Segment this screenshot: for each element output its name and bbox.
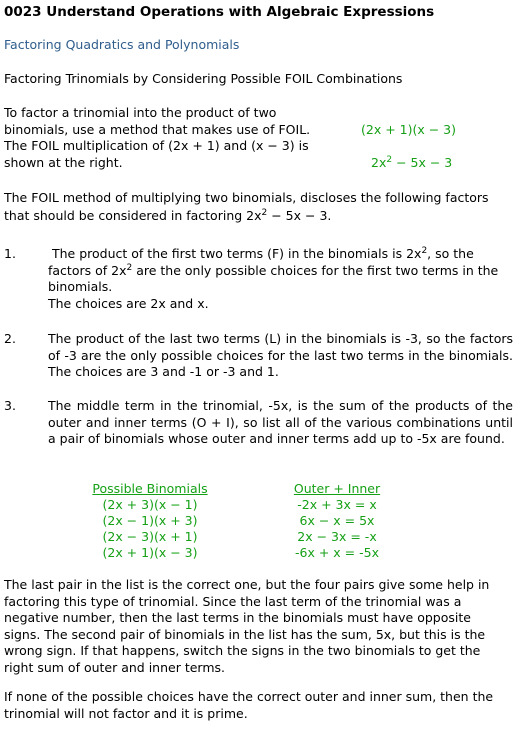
- list-item: 2x − 3x = -x: [297, 529, 377, 544]
- example-result: $2x^2 - 5x - 3$: [371, 155, 453, 170]
- outer-inner-column: [282, 481, 392, 561]
- example-product: (2x + 1)(x − 3): [361, 122, 457, 137]
- foil-paragraph: The FOIL method of multiplying two binomials, discloses the following factors that should be considered in factoring $2x^2 - 5x - 3$.: [4, 190, 489, 223]
- list-item: -6x + x = -5x: [295, 545, 379, 560]
- list-item: (2x + 1)(x − 3): [102, 545, 198, 560]
- column-header: Possible Binomials: [92, 481, 208, 496]
- step-2-text: The product of the last two terms (L) in the binomials is -3, so the factors of -3 are the only possible choices for the last two terms in the binomials. The choices are 3 and -1 or -3 and 1.: [48, 331, 513, 379]
- possible-binomials-column: [80, 481, 220, 561]
- list-item: -2x + 3x = x: [297, 497, 377, 512]
- step-number: 3.: [4, 398, 16, 413]
- section-title: Factoring Trinomials by Considering Possible FOIL Combinations: [4, 71, 403, 86]
- page-title: 0023 Understand Operations with Algebraic Expressions: [4, 4, 435, 20]
- intro-paragraph: To factor a trinomial into the product of two binomials, use a method that makes use of FOIL. The FOIL multiplication of (2x + 1) and (x − 3) is shown at the right.: [4, 105, 311, 170]
- step-number: 1.: [4, 246, 16, 261]
- subtitle: Factoring Quadratics and Polynomials: [4, 37, 240, 52]
- list-item: (2x − 1)(x + 3): [102, 513, 198, 528]
- list-item: (2x − 3)(x + 1): [102, 529, 198, 544]
- column-header: Outer + Inner: [293, 481, 381, 496]
- closing-paragraph: If none of the possible choices have the correct outer and inner sum, then the trinomial will not factor and it is prime.: [4, 689, 494, 721]
- list-item: (2x + 3)(x − 1): [102, 497, 198, 512]
- step-1-text: The product of the first two terms (F) in the binomials is $2x^2$, so the factors of $2x^2$ are the only possible choices for the first two terms in the binomials. The choices are 2x and x.: [48, 246, 499, 311]
- list-item: 6x − x = 5x: [299, 513, 375, 528]
- step-number: 2.: [4, 331, 16, 346]
- step-3-text: The middle term in the trinomial, -5x, is the sum of the products of the outer and inner terms (O + I), so list all of the various combinations until a pair of binomials whose outer and inner terms add up to -5x are found.: [48, 398, 513, 446]
- closing-paragraph: The last pair in the list is the correct one, but the four pairs give some help in factoring this type of trinomial. Since the last term of the trinomial was a negative number, then the last terms in the binomials must have opposite signs. The second pair of binomials in the list has the sum, 5x, but this is the wrong sign. If that happens, switch the signs in the two binomials to get the right sum of outer and inner terms.: [4, 577, 490, 675]
